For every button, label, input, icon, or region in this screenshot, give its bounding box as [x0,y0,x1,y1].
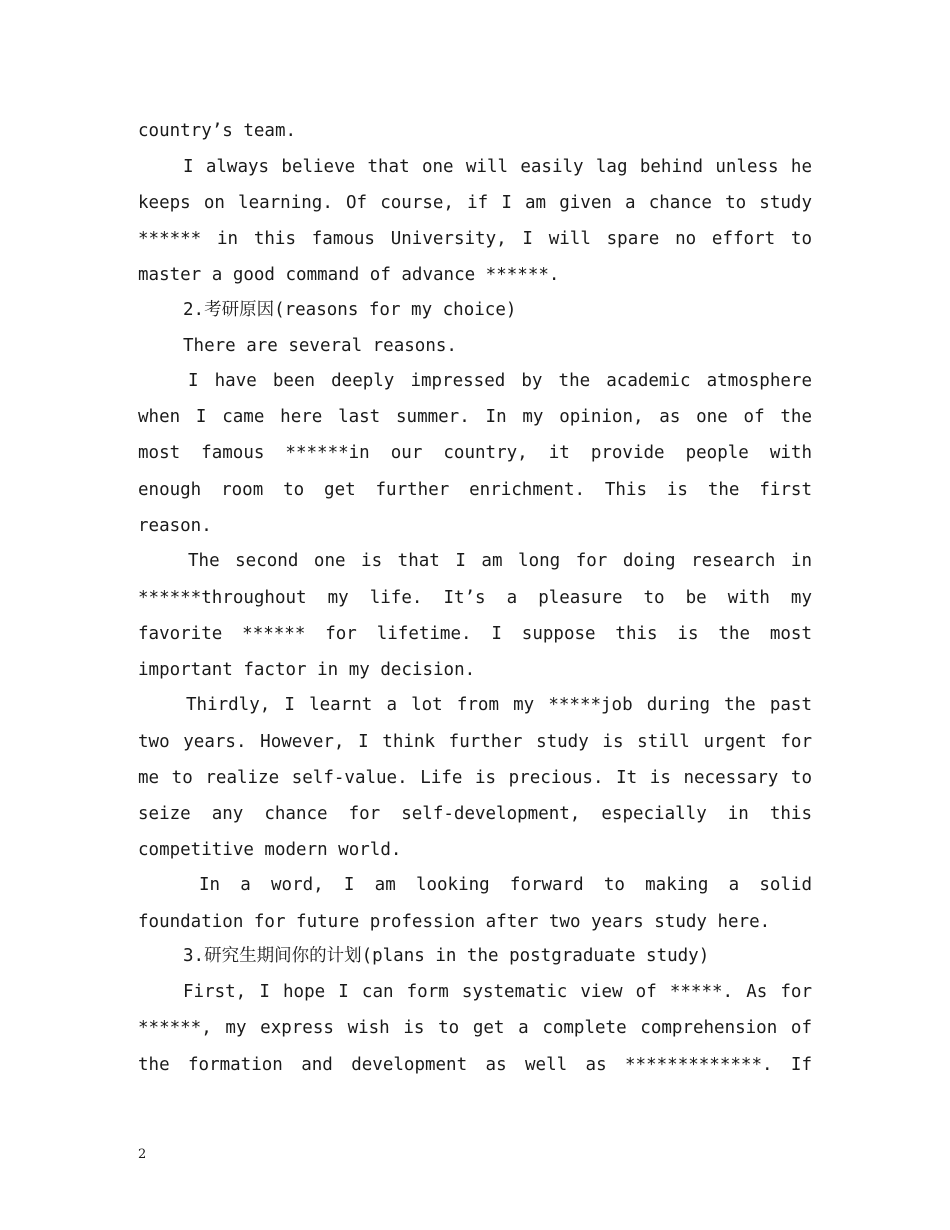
paragraph-line: ******, my express wish is to get a complete comprehension of [138,1018,812,1038]
paragraph-line: me to realize self-value. Life is precious. It is necessary to [138,768,812,788]
paragraph-line: seize any chance for self-development, especially in this [138,804,812,824]
paragraph-line: I always believe that one will easily lag behind unless he [183,157,812,177]
paragraph-line: country’s team. [138,121,297,141]
section-heading: 2.考研原因(reasons for my choice) [183,300,517,320]
paragraph-line: Thirdly, I learnt a lot from my *****job during the past [186,695,812,715]
paragraph-line: enough room to get further enrichment. This is the first [138,480,812,500]
paragraph-line: important factor in my decision. [138,660,476,680]
paragraph-line: There are several reasons. [183,336,457,356]
paragraph-line: The second one is that I am long for doing research in [188,551,812,571]
paragraph-line: First, I hope I can form systematic view of *****. As for [183,982,812,1002]
paragraph-line: In a word, I am looking forward to making a solid [199,875,812,895]
paragraph-line: ****** in this famous University, I will spare no effort to [138,229,812,249]
paragraph-line: two years. However, I think further study is still urgent for [138,732,812,752]
paragraph-line: the formation and development as well as *************. If [138,1055,812,1075]
paragraph-line: when I came here last summer. In my opinion, as one of the [138,407,812,427]
paragraph-line: favorite ****** for lifetime. I suppose this is the most [138,624,812,644]
paragraph-line: foundation for future profession after two years study here. [138,912,771,932]
paragraph-line: keeps on learning. Of course, if I am given a chance to study [138,193,812,213]
page-number: 2 [138,1147,147,1162]
paragraph-line: reason. [138,516,212,536]
section-heading: 3.研究生期间你的计划(plans in the postgraduate study) [183,946,710,966]
paragraph-line: competitive modern world. [138,840,402,860]
paragraph-line: I have been deeply impressed by the academic atmosphere [188,371,812,391]
paragraph-line: master a good command of advance ******. [138,265,560,285]
paragraph-line: ******throughout my life. It’s a pleasure to be with my [138,588,812,608]
paragraph-line: most famous ******in our country, it provide people with [138,443,812,463]
